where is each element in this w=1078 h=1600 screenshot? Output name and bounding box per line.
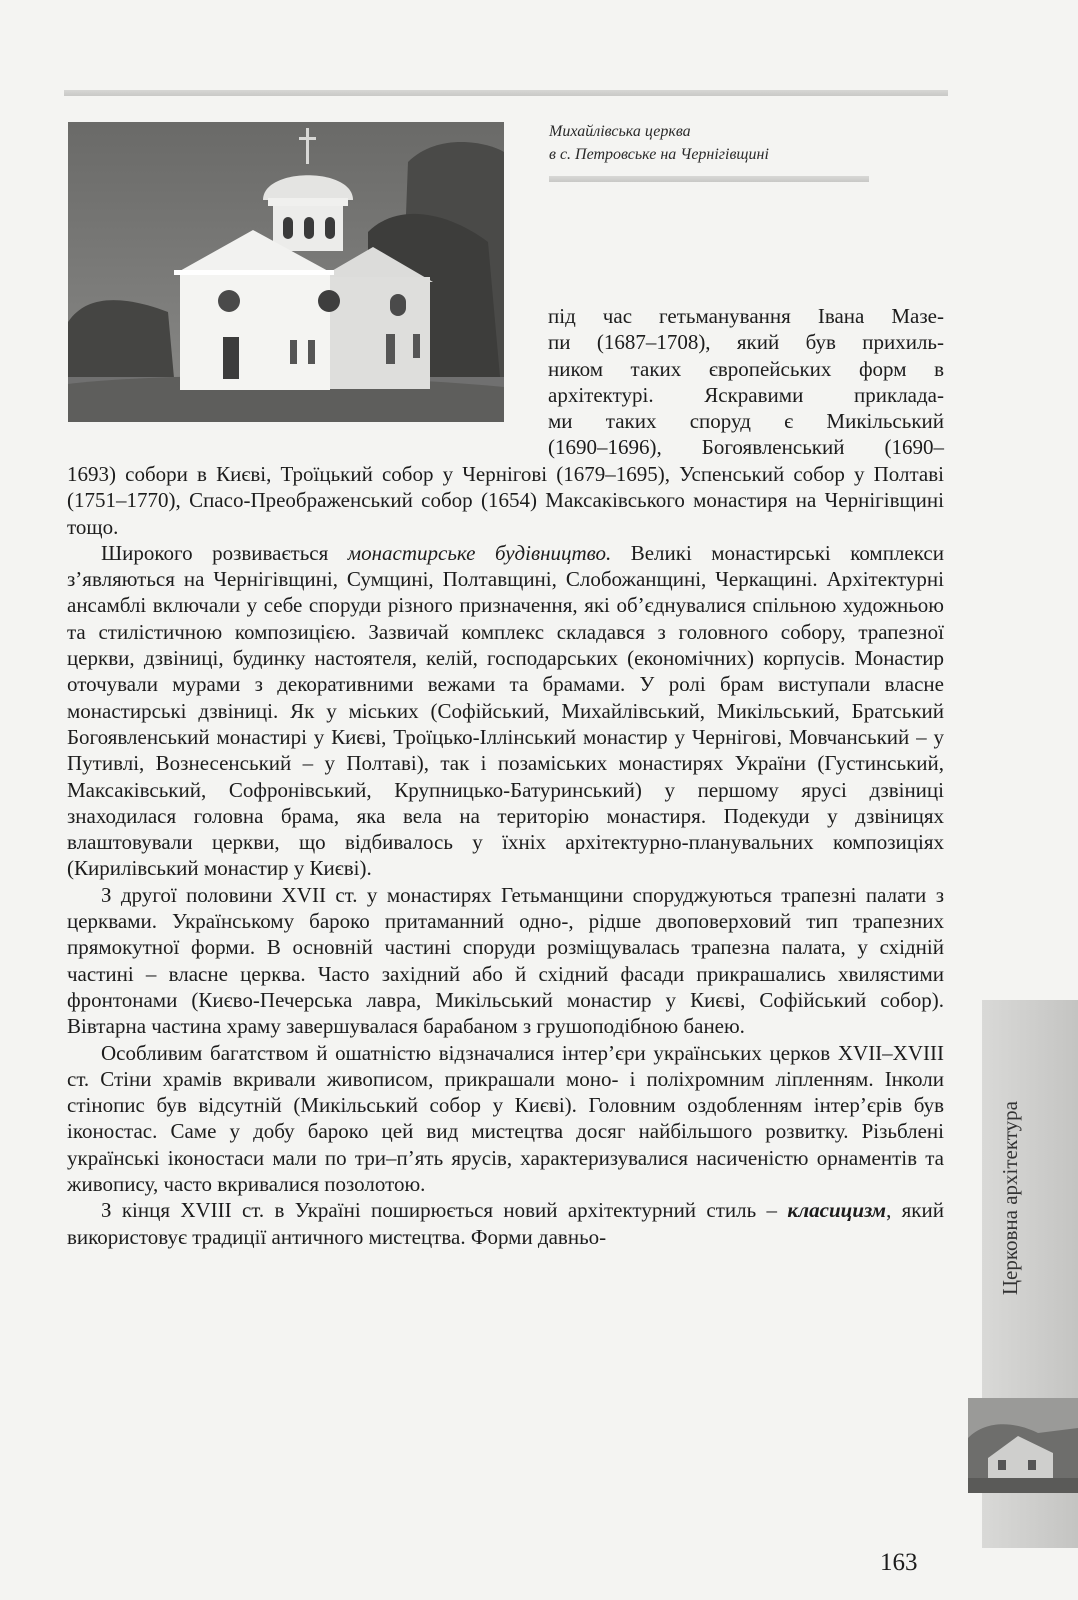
text-line: під час гетьманування Івана Мазе-: [548, 304, 944, 328]
narrow-text-block: [548, 303, 944, 461]
emphasis-term-text: класицизм: [787, 1198, 887, 1223]
paragraph: [67, 1040, 944, 1198]
text-line: пи (1687–1708), який був прихиль-: [548, 330, 944, 355]
caption-line: в с. Петровське на Чернігівщині: [549, 146, 769, 163]
emphasis-term: монастирське будівництво.: [347, 540, 612, 565]
side-thumbnail-image: [968, 1398, 1078, 1493]
paragraph: [67, 540, 944, 882]
paragraph-text: З другої половини XVII ст. у монастирях Гетьманщини споруджуються трапезні палати з церквами. Українському бароко притаманний одно-, рідше двоповерховий тип трапезних прямокутної форми. В основній частині споруди розміщувалась трапезна палата, у східній частині – власне церква. Часто західний або й східний фасади прикрашались хвилястими фронтонами (Києво-Печерська лавра, Микільський монастир у Києві, Софійський собор). Вівтарна частина храму завершувалася барабаном з грушоподібною банею.: [67, 882, 944, 1039]
text-line: ником таких європейських форм в: [548, 356, 944, 381]
text-line: (1690–1696), Богоявленський (1690–: [548, 435, 944, 460]
church-photo: [68, 122, 504, 422]
text-line: архітектурі. Яскравими приклада-: [548, 382, 944, 407]
photo-caption: [549, 120, 929, 166]
side-label-text: Церковна архітектура: [997, 1100, 1022, 1296]
paragraph-text: , який використовує традиції античного мистецтва. Форми давньо-: [67, 1198, 944, 1249]
top-rule: [64, 90, 948, 96]
paragraph-text: З кінця XVIII ст. в Україні поширюється новий архітектурний стиль –: [101, 1198, 788, 1223]
text-line: ми таких споруд є Микільський: [548, 409, 944, 434]
caption-line: Михайлівська церква: [549, 123, 691, 140]
emphasis-term: [787, 1198, 886, 1222]
paragraph-text: Особливим багатством й ошатністю відзначалися інтер’єри українських церков XVII–XVIII ст. Стіни храмів вкривали живописом, прикрашали моно- і поліхромним ліпленням. Інколи стінопис був відсутній (Микільський собор у Києві). Головним оздобленням інтер’єрів був іконостас. Саме у добу бароко цей вид мистецтва досяг найбільшого розвитку. Різьблені українські іконостаси мали по три–п’ять ярусів, характеризувалися насиченістю орнаментів та живопису, часто вкривалися позолотою.: [67, 1040, 944, 1197]
main-text-block: [67, 461, 944, 1250]
page-number: 163: [880, 1549, 918, 1576]
paragraph-text: Широкого розвивається: [101, 540, 348, 565]
paragraph-text: Великі монастирські комплекси з’являються на Чернігівщині, Сумщині, Полтавщині, Слобожанщині, Черкащині. Архітектурні ансамблі включали у себе споруди різного призначення, які об’єднувалися спільною художньою та стилістичною композицією. Зазвичай комплекс складався з головного собору, трапезної церкви, дзвіниці, будинку настоятеля, келій, господарських (економічних) корпусів. Монастир оточували мурами з декоративними вежами та брамами. У ролі брам виступали власне монастирські дзвіниці. Як у міських (Софійський, Михайлівський, Микільський, Братський Богоявленський монастирі у Києві, Троїцько-Іллінський монастир у Чернігові, Мовчанський – у Путивлі, Вознесенський – у Полтаві), так і позаміських монастирях України (Густинський, Максаківський, Софронівський, Крупницько-Батуринський) у першому ярусі дзвіниці знаходилася головна брама, яка вела на територію монастиря. Подекуди у дзвіницях влаштовували церкви, що відбивалось у їхніх архітектурно-планувальних композиціях (Кирилівський монастир у Києві).: [67, 540, 944, 881]
paragraph: [67, 1197, 944, 1250]
caption-rule: [549, 176, 869, 182]
paragraph: [67, 882, 944, 1040]
paragraph: [67, 461, 944, 540]
paragraph-text: 1693) собори в Києві, Троїцький собор у Чернігові (1679–1695), Успенський собор у Полтаві (1751–1770), Спасо-Преображенський собор (1654) Максаківського монастиря на Чернігівщині тощо.: [67, 462, 944, 539]
side-section-label: [990, 1008, 1030, 1388]
